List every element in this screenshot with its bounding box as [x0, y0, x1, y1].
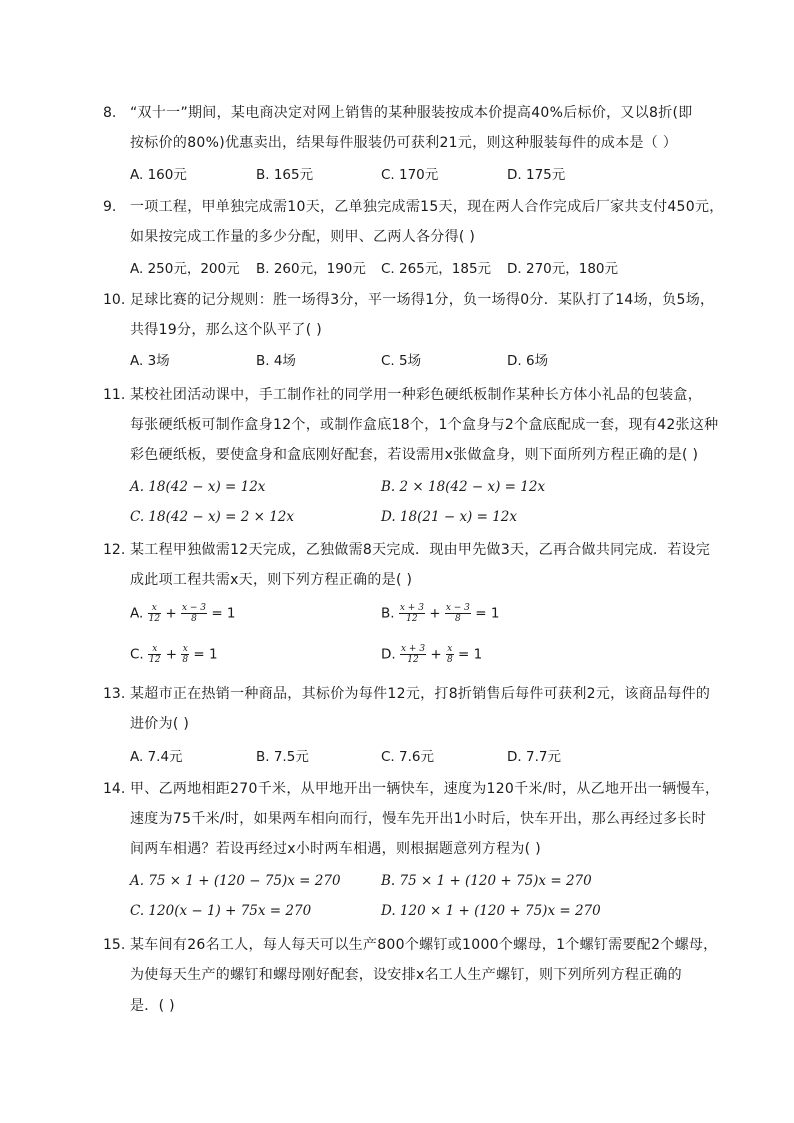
question-number: 11.	[103, 387, 126, 403]
denominator: 8	[455, 614, 461, 624]
question-text-line: 彩色硬纸板，要使盒身和盒底刚好配套，若设需用x张做盒身，则下面所列方程正确的是( )	[130, 447, 699, 463]
question-text-line: 如果按完成工作量的多少分配，则甲、乙两人各分得( )	[130, 229, 476, 245]
option-b: B. 75 × 1 + (120 + 75)x = 270	[381, 873, 592, 889]
denominator: 8	[191, 614, 197, 624]
numerator: x	[148, 644, 161, 655]
denominator: 8	[446, 655, 453, 665]
question-text-line: 某校社团活动课中，手工制作社的同学用一种彩色硬纸板制作某种长方体小礼品的包装盒，	[130, 387, 702, 403]
numerator: x	[447, 644, 453, 654]
fraction	[148, 603, 161, 624]
question-text-line: 每张硬纸板可制作盒身12个，或制作盒底18个，1个盒身与2个盒底配成一套，现有42张这种	[130, 417, 719, 433]
option-a: A. 3场	[130, 353, 170, 369]
denominator: 12	[149, 655, 161, 665]
option-letter: A.	[130, 605, 144, 622]
option-b: B. 260元，190元	[256, 261, 366, 277]
question-text-line: 进价为( )	[130, 716, 190, 732]
option-a: A. 160元	[130, 167, 187, 183]
fraction	[181, 644, 189, 665]
option-c: C. 7.6元	[381, 749, 434, 765]
fraction	[445, 603, 471, 624]
plus-sign: +	[165, 605, 177, 622]
numerator: x	[182, 644, 188, 654]
equals-one: = 1	[458, 646, 483, 663]
option-d: D. 175元	[507, 167, 566, 183]
numerator: x − 3	[181, 603, 207, 613]
numerator: x − 3	[445, 603, 470, 613]
question-number: 10.	[103, 292, 126, 308]
question-text-line: 一项工程，甲单独完成需10天，乙单独完成需15天，现在两人合作完成后厂家共支付450元，	[130, 199, 724, 215]
question-text-line: 共得19分，那么这个队平了( )	[130, 322, 322, 338]
fraction	[446, 644, 454, 665]
numerator: x + 3	[400, 644, 426, 654]
question-text-line: 甲、乙两地相距270千米，从甲地开出一辆快车，速度为120千米/时，从乙地开出一辆慢车，	[130, 781, 720, 797]
question-text-line: 按标价的80%)优惠卖出，结果每件服装仍可获利21元，则这种服装每件的成本是（ ）	[130, 135, 678, 151]
option-a: A. 250元，200元	[130, 261, 240, 277]
question-text-line: 速度为75千米/时，如果两车相向而行，慢车先开出1小时后，快车开出，那么再经过多长时	[130, 811, 707, 827]
fraction	[148, 644, 161, 665]
question-text-line: 间两车相遇？若设再经过x小时两车相遇，则根据题意列方程为( )	[130, 841, 541, 857]
denominator: 12	[148, 614, 161, 624]
question-text-line: “双十一”期间，某电商决定对网上销售的某种服装按成本价提高40%后标价，又以8折(即	[130, 105, 693, 121]
option-d: D. 270元，180元	[507, 261, 619, 277]
option-c: C. 265元，185元	[381, 261, 492, 277]
option-a	[130, 603, 236, 624]
option-c: C. 5场	[381, 353, 422, 369]
option-d: D. 120 × 1 + (120 + 75)x = 270	[381, 903, 601, 919]
option-c	[130, 644, 218, 665]
denominator: 12	[407, 655, 419, 665]
question-text-line: 成此项工程共需x天，则下列方程正确的是( )	[130, 572, 413, 588]
question-number: 15.	[103, 937, 126, 953]
denominator: 12	[406, 614, 418, 624]
question-text-line: 为使每天生产的螺钉和螺母刚好配套，设安排x名工人生产螺钉，则下列所列方程正确的	[130, 967, 682, 983]
plus-sign: +	[429, 605, 441, 622]
option-a: A. 75 × 1 + (120 − 75)x = 270	[130, 873, 341, 889]
option-b: B. 165元	[256, 167, 314, 183]
option-b	[381, 603, 499, 624]
question-text-line: 是．( )	[130, 998, 175, 1014]
option-a: A. 7.4元	[130, 749, 183, 765]
question-text-line: 某超市正在热销一种商品，其标价为每件12元，打8折销售后每件可获利2元，该商品每件的	[130, 686, 711, 702]
option-a: A. 18(42 − x) = 12x	[130, 479, 266, 495]
option-d	[381, 644, 482, 665]
equals-one: = 1	[193, 646, 218, 663]
option-d: D. 18(21 − x) = 12x	[381, 509, 518, 525]
question-text-line: 某工程甲独做需12天完成，乙独做需8天完成．现由甲先做3天，乙再合做共同完成．若设完	[130, 542, 711, 558]
question-number: 14.	[103, 781, 126, 797]
option-letter: B.	[381, 605, 395, 622]
option-b: B. 2 × 18(42 − x) = 12x	[381, 479, 546, 495]
fraction	[181, 603, 207, 624]
question-number: 8.	[103, 105, 117, 121]
question-number: 13.	[103, 686, 126, 702]
equals-one: = 1	[211, 605, 236, 622]
option-b: B. 7.5元	[256, 749, 309, 765]
option-letter: D.	[381, 646, 396, 663]
fraction	[399, 603, 425, 624]
question-number: 12.	[103, 542, 126, 558]
denominator: 8	[182, 655, 189, 665]
option-b: B. 4场	[256, 353, 296, 369]
option-d: D. 7.7元	[507, 749, 561, 765]
option-c: C. 170元	[381, 167, 439, 183]
numerator: x + 3	[399, 603, 424, 613]
question-text-line: 足球比赛的记分规则：胜一场得3分，平一场得1分，负一场得0分．某队打了14场，负5场，	[130, 292, 715, 308]
question-text-line: 某车间有26名工人，每人每天可以生产800个螺钉或1000个螺母，1个螺钉需要配2个螺母，	[130, 937, 718, 953]
plus-sign: +	[165, 646, 178, 663]
question-number: 9.	[103, 199, 117, 215]
numerator: x	[148, 603, 161, 614]
equals-one: = 1	[475, 605, 500, 622]
option-d: D. 6场	[507, 353, 549, 369]
option-c: C. 120(x − 1) + 75x = 270	[130, 903, 312, 919]
option-c: C. 18(42 − x) = 2 × 12x	[130, 509, 294, 525]
plus-sign: +	[430, 646, 442, 663]
option-letter: C.	[130, 646, 144, 663]
fraction	[400, 644, 426, 665]
